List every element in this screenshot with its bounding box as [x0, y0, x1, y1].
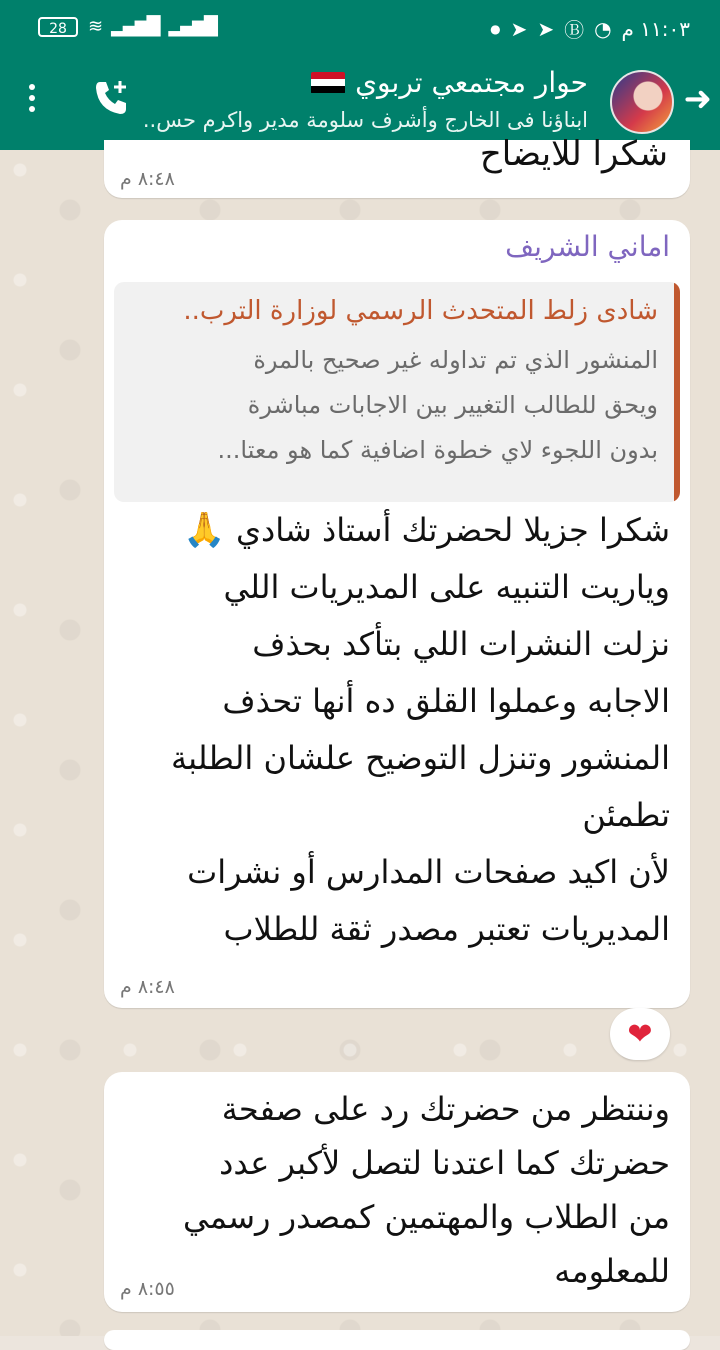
quote-accent-bar	[674, 282, 680, 502]
message-line: حضرتك كما اعتدنا لتصل لأكبر عدد	[219, 1144, 670, 1182]
status-right	[490, 14, 690, 43]
message-line	[120, 502, 670, 559]
back-arrow-icon[interactable]: ➜	[683, 79, 712, 119]
signal-icon-2: ▂▄▆█	[168, 16, 216, 37]
battery-icon: 28	[38, 17, 78, 37]
message-text	[120, 502, 670, 958]
b-icon: Ⓑ	[564, 18, 585, 42]
message-line-text: شكرا جزيلا لحضرتك أستاذ شادي	[235, 511, 670, 549]
status-left	[38, 16, 216, 37]
message-bubble[interactable]	[104, 1072, 690, 1312]
app-header	[0, 0, 720, 150]
chat-subtitle[interactable]: ابناؤنا فى الخارج وأشرف سلومة مدير واكرم حس..	[142, 108, 588, 132]
message-line: المنشور وتنزل التوضيح علشان الطلبة	[170, 739, 670, 777]
message-line: نزلت النشرات اللي بتأكد بحذف	[252, 625, 670, 663]
chat-title[interactable]	[311, 66, 588, 99]
message-line: الاجابه وعملوا القلق ده أنها تحذف	[222, 682, 670, 720]
message-text	[120, 1082, 670, 1298]
quoted-message[interactable]	[114, 282, 680, 502]
sender-name[interactable]: اماني الشريف	[505, 230, 670, 263]
message-bubble-partial[interactable]	[104, 1330, 690, 1350]
status-time: ١١:٠٣ م	[621, 16, 690, 41]
message-line: وياريت التنبيه على المديريات اللي	[223, 568, 670, 606]
quote-text	[118, 338, 658, 473]
quote-author: شادى زلط المتحدث الرسمي لوزارة الترب..	[183, 296, 658, 326]
message-bubble[interactable]	[104, 134, 690, 198]
header-actions	[20, 78, 132, 118]
egypt-flag-icon	[311, 72, 345, 94]
heart-reaction-icon[interactable]: ❤	[610, 1008, 670, 1060]
message-line: المديريات تعتبر مصدر ثقة للطلاب	[223, 910, 670, 948]
message-line: وننتظر من حضرتك رد على صفحة	[221, 1090, 670, 1128]
chat-title-text: حوار مجتمعي تربوي	[355, 66, 588, 99]
message-line: تطمئن	[582, 796, 670, 834]
message-line: من الطلاب والمهتمين كمصدر رسمي	[183, 1198, 670, 1236]
add-call-icon[interactable]	[92, 78, 132, 118]
folded-hands-emoji: 🙏	[183, 510, 226, 550]
telegram-icon-2: ➤	[510, 16, 528, 41]
status-bar	[0, 0, 720, 56]
wifi-icon: ≋	[88, 16, 102, 37]
dot-icon: ●	[490, 21, 501, 36]
alarm-icon: ◔	[594, 16, 612, 41]
quote-line: ويحق للطالب التغيير بين الاجابات مباشرة	[247, 391, 658, 419]
more-options-icon[interactable]	[20, 84, 44, 112]
quote-line: المنشور الذي تم تداوله غير صحيح بالمرة	[253, 346, 658, 374]
signal-icon: ▂▄▆█	[111, 16, 159, 37]
message-text: شكرا للايضاح	[479, 134, 668, 174]
message-time: ٨:٤٨ م	[120, 168, 175, 190]
message-line: للمعلومه	[554, 1252, 670, 1290]
message-time: ٨:٤٨ م	[120, 976, 175, 998]
quote-line: بدون اللجوء لاي خطوة اضافية كما هو معتا...	[217, 436, 658, 464]
message-bubble[interactable]	[104, 220, 690, 1008]
telegram-icon: ➤	[537, 16, 555, 41]
message-time: ٨:٥٥ م	[120, 1278, 175, 1300]
group-avatar[interactable]	[610, 70, 674, 134]
message-line: لأن اكيد صفحات المدارس أو نشرات	[187, 853, 670, 891]
